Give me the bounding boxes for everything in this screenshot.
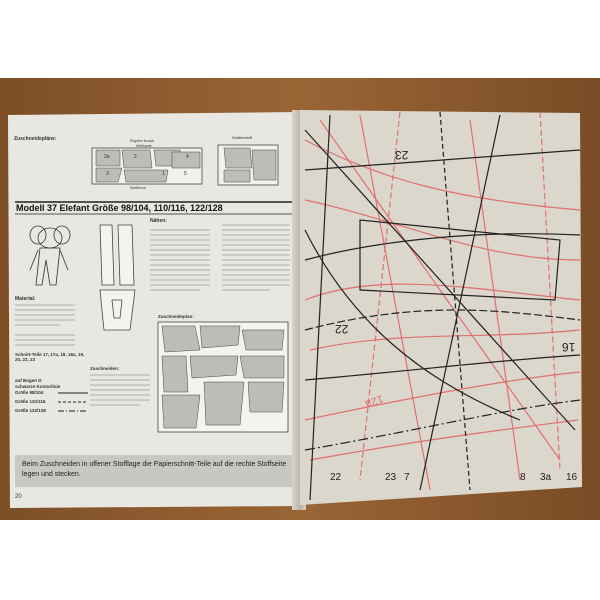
pattern-number-5: 22 — [330, 472, 342, 483]
left-page — [8, 112, 300, 508]
zuschneideplan-label: Zuschneideplan: — [158, 314, 194, 319]
pattern-number-6: 7 — [404, 472, 410, 483]
size-3: Größe 122/128 — [15, 408, 46, 413]
plan-label-stoffbruch: Stoffbruch — [130, 186, 146, 190]
plan-piece-3: 3 — [106, 171, 109, 177]
pattern-number-10: 16 — [566, 472, 578, 483]
plan-piece-2a: 2a — [104, 154, 110, 160]
footer-note: Beim Zuschneiden in offener Stofflage die Papierschnitt-Teile auf die rechte Stoffseite legen und stecken. — [22, 461, 287, 478]
auf-bogen: auf Bogen D — [15, 378, 42, 383]
plan-label-top2: Wattierstoff — [232, 135, 253, 140]
cutting-plans-header: Zuschneidepläne: — [14, 136, 57, 142]
pattern-number-1: 23 — [395, 148, 409, 162]
pattern-number-2: 22 — [335, 322, 349, 336]
right-page-pattern-sheet — [300, 110, 582, 505]
model-heading: Modell 37 Elefant Größe 98/104, 110/116, 122/128 — [16, 203, 223, 213]
page-number: 20 — [15, 494, 22, 500]
pattern-number-3: 16 — [562, 340, 576, 354]
zuschneiden-label: Zuschneiden: — [90, 366, 120, 371]
pattern-number-8: 8 — [520, 472, 526, 483]
plan-piece-2: 2 — [134, 154, 137, 160]
konturlinie: schwarze Konturlinie — [15, 384, 61, 389]
schnitt-teile: Schnitt-Teile 17, 17a, 18, 18a, 19, 20, 22, 23 — [15, 352, 85, 362]
size-1: Größe 98/104 — [15, 390, 44, 395]
plan-label-webkante: Webkante — [136, 144, 152, 148]
plan-piece-1: 1 — [162, 171, 165, 177]
cutting-layout-diagram — [158, 322, 288, 432]
naehen-label: Nähen: — [150, 218, 167, 224]
size-2: Größe 110/116 — [15, 399, 46, 404]
plan-piece-5: 5 — [184, 171, 187, 177]
material-label: Material: — [15, 296, 36, 302]
pattern-number-7: 23 — [385, 472, 397, 483]
pattern-number-9: 3a — [540, 472, 552, 483]
plan-piece-4: 4 — [186, 154, 189, 160]
pattern-number-4: 12a — [363, 392, 385, 410]
plan-label-top1: Rupfen braun — [130, 138, 155, 143]
